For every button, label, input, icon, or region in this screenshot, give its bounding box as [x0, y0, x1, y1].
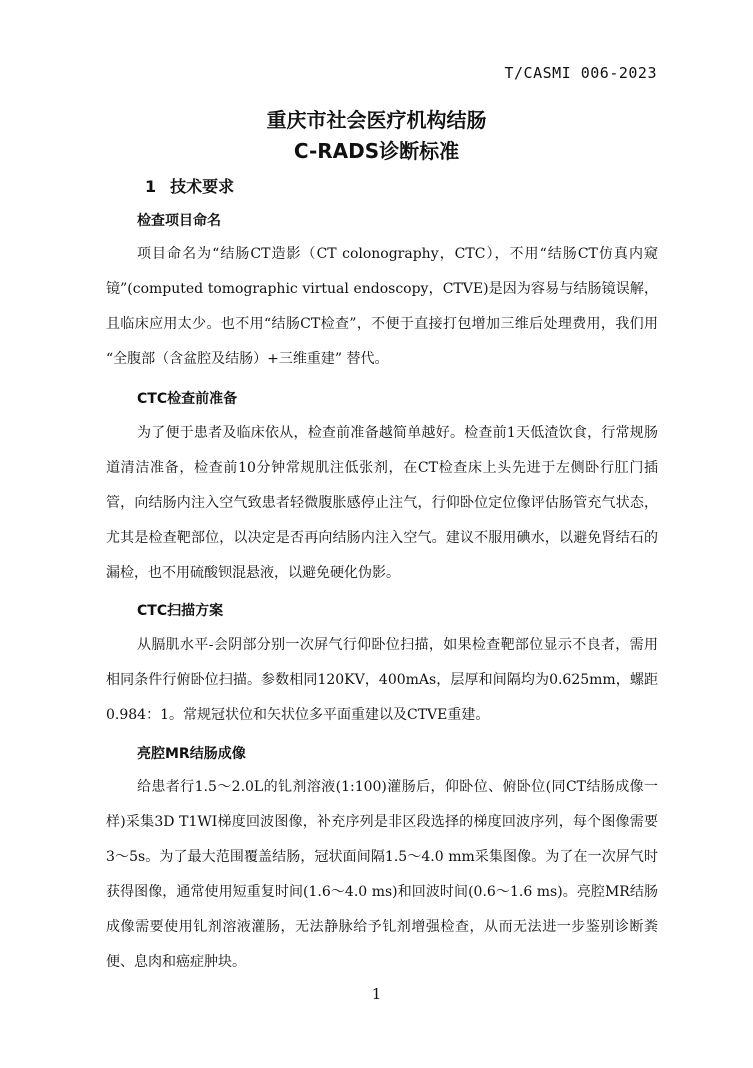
- subsection-heading-naming: 检查项目命名: [137, 213, 221, 229]
- page-number: 1: [371, 985, 382, 1003]
- paragraph-naming: 项目命名为“结肠CT造影（CT colonography，CTC），不用“结肠CT仿真内窥镜”(computed tomographic virtual endoscopy，CTVE)是因为容易与结肠镜误解，且临床应用太少。也不用“结肠CT检查”，不便于直接打包增加三维后处理费用，我们用 “全腹部（含盆腔及结肠）+三维重建” 替代。: [106, 246, 658, 367]
- paragraph-mr-colonography: 给患者行1.5～2.0L的钆剂溶液(1:100)灌肠后，仰卧位、俯卧位(同CT结肠成像一样)采集3D T1WI梯度回波图像，补充序列是非区段选择的梯度回波序列，每个图像需要3～5s。为了最大范围覆盖结肠，冠状面间隔1.5～4.0 mm采集图像。为了在一次屏气时获得图像，通常使用短重复时间(1.6～4.0 ms)和回波时间(0.6～1.6 ms)。亮腔MR结肠成像需要使用钆剂溶液灌肠，无法静脉给予钆剂增强检查，从而无法进一步鉴别诊断粪便、息肉和癌症肿块。: [106, 779, 658, 970]
- paragraph-ctc-prep: 为了便于患者及临床依从，检查前准备越简单越好。检查前1天低渣饮食，行常规肠道清洁准备，检查前10分钟常规肌注低张剂，在CT检查床上头先进于左侧卧行肛门插管，向结肠内注入空气致患者轻微腹胀感停止注气，行仰卧位定位像评估肠管充气状态，尤其是检查靶部位，以决定是否再向结肠内注入空气。建议不服用碘水，以避免肾结石的漏检，也不用硫酸钡混悬液，以避免硬化伪影。: [106, 425, 658, 581]
- subsection-heading-mr-colonography: 亮腔MR结肠成像: [137, 746, 246, 762]
- section-number: 1: [145, 177, 157, 196]
- document-title-line-1: 重庆市社会医疗机构结肠: [266, 108, 487, 132]
- subsection-heading-ctc-prep: CTC检查前准备: [137, 391, 238, 407]
- document-title-line-2: C-RADS诊断标准: [293, 139, 460, 163]
- subsection-heading-ctc-scan: CTC扫描方案: [137, 603, 224, 619]
- section-title: 技术要求: [170, 177, 235, 196]
- section-heading: [145, 174, 234, 197]
- paragraph-ctc-scan: 从膈肌水平-会阴部分别一次屏气行仰卧位扫描，如果检查靶部位显示不良者，需用相同条件行俯卧位扫描。参数相同120KV，400mAs，层厚和间隔均为0.625mm，螺距0.984：1。常规冠状位和矢状位多平面重建以及CTVE重建。: [106, 637, 658, 723]
- standard-code: T/CASMI 006-2023: [504, 64, 657, 82]
